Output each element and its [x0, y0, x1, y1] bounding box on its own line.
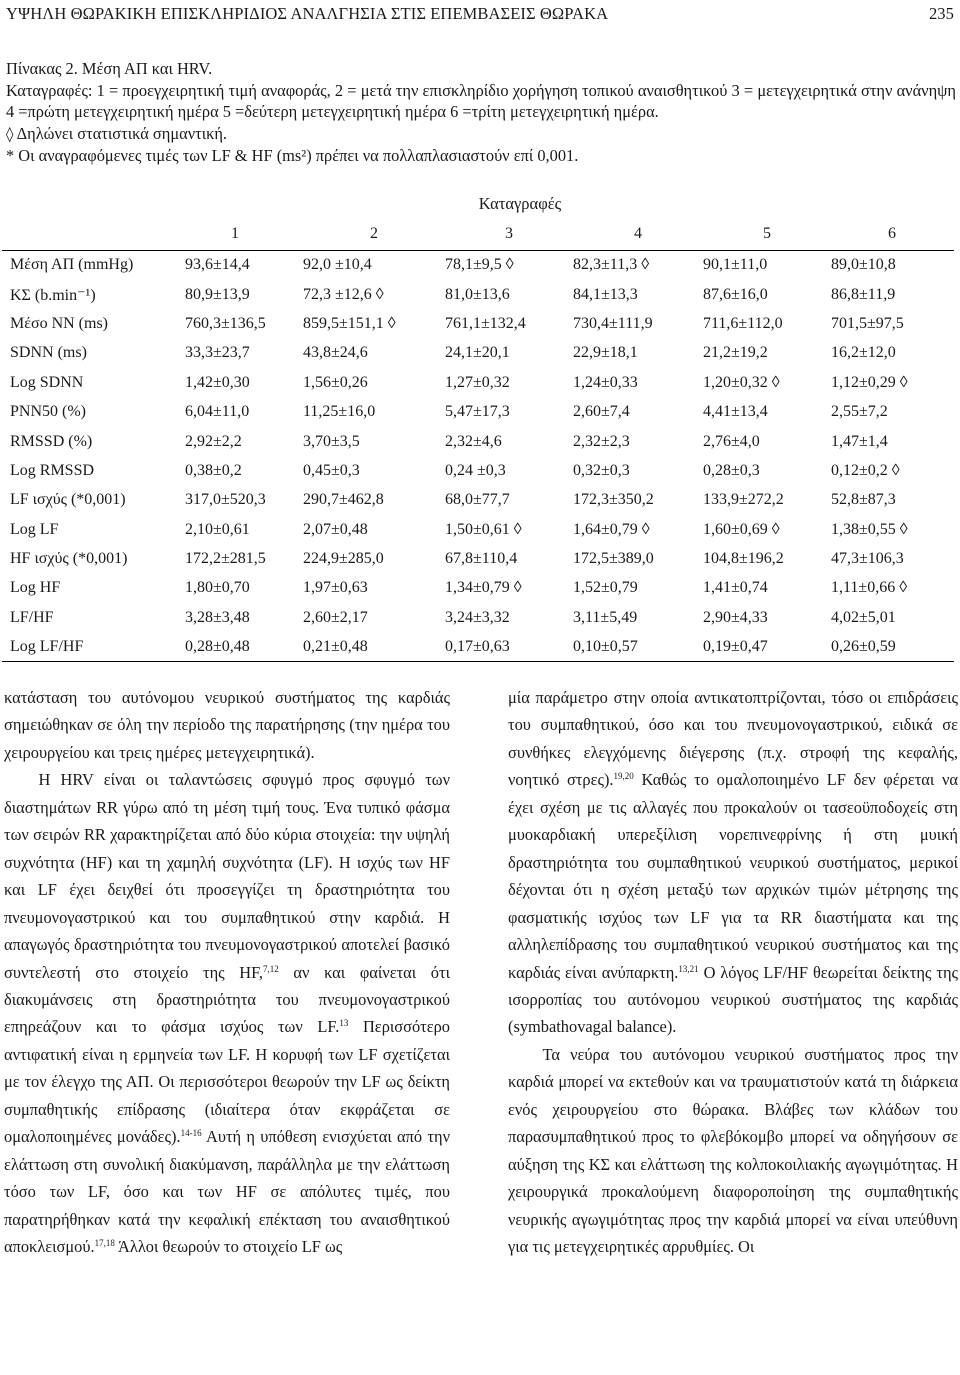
table-cell: 224,9±285,0 [303, 550, 384, 568]
table-cell: 0,32±0,3 [573, 461, 630, 479]
table-cell: 84,1±13,3 [573, 285, 638, 303]
row-label: Log LF [10, 520, 59, 538]
table-cell: 2,32±2,3 [573, 432, 630, 450]
significance-note-text: Δηλώνει στατιστικά σημαντική. [16, 123, 228, 143]
table-cell: 24,1±20,1 [445, 344, 510, 362]
table-cell: 1,42±0,30 [185, 373, 250, 391]
table-cell: 0,17±0,63 [445, 638, 510, 656]
table-row [2, 633, 954, 662]
table-cell: 1,38±0,55 ◊ [831, 520, 908, 538]
table-cell: 0,45±0,3 [303, 461, 360, 479]
table-row [2, 544, 954, 573]
text-run: Αυτή η υπόθεση ενισχύεται από την ελάττωση στη συνολική διακύμανση, παράλληλα με την ελάττωση τόσο των LF, όσο και των HF σε απόλυτες τιμές, που παρατηρήθηκαν κατά την κεφαλική επέκταση του αναισθητικού αποκλεισμού. [4, 1127, 450, 1257]
running-header [6, 4, 954, 26]
table-row [2, 251, 954, 280]
table-caption [6, 58, 956, 167]
table-cell: 68,0±77,7 [445, 491, 510, 509]
table-cell: 172,3±350,2 [573, 491, 654, 509]
table-cell: 3,28±3,48 [185, 608, 250, 626]
table-cell: 3,70±3,5 [303, 432, 360, 450]
row-label: Log HF [10, 579, 61, 597]
table-row [2, 486, 954, 515]
table-cell: 1,20±0,32 ◊ [703, 373, 780, 391]
table-cell: 4,02±5,01 [831, 608, 896, 626]
table-cell: 1,56±0,26 [303, 373, 368, 391]
table-cell: 290,7±462,8 [303, 491, 384, 509]
text-run: μία παράμετρο στην οποία αντικατοπτρίζονται, τόσο οι επιδράσεις του συμπαθητικού, όσο και του πνευμονογαστρικού, ειδικά σε συνθήκες ελεγχόμενης διέγερσης (π.χ. στροφή της κεφαλής, νοητικό στρες). [508, 688, 958, 790]
table-row [2, 397, 954, 426]
table-cell: 52,8±87,3 [831, 491, 896, 509]
table-cell: 2,10±0,61 [185, 520, 250, 538]
citation-ref: 13 [339, 1018, 349, 1029]
table-cell: 1,64±0,79 ◊ [573, 520, 650, 538]
table-cell: 761,1±132,4 [445, 314, 526, 332]
row-label: Log RMSSD [10, 461, 95, 479]
row-label: HF ισχύς (*0,001) [10, 550, 128, 568]
table-cell: 93,6±14,4 [185, 256, 250, 274]
citation-ref: 19,20 [613, 771, 634, 782]
table-cell: 5,47±17,3 [445, 403, 510, 421]
paragraph [4, 766, 450, 1260]
row-label: SDNN (ms) [10, 344, 87, 362]
table-cell: 0,21±0,48 [303, 638, 368, 656]
table-cell: 86,8±11,9 [831, 285, 896, 303]
table-cell: 2,92±2,2 [185, 432, 242, 450]
table-cell: 0,24 ±0,3 [445, 461, 506, 479]
table-cell: 2,76±4,0 [703, 432, 760, 450]
table-cell: 80,9±13,9 [185, 285, 250, 303]
text-run: αν και φαίνεται ότι διακυμάνσεις στη δραστηριότητα του πνευμονογαστρικού επηρεάζουν και το φάσμα ισχύος των LF. [4, 962, 450, 1037]
table-cell: 2,32±4,6 [445, 432, 502, 450]
row-label: LF/HF [10, 608, 54, 626]
data-table [2, 218, 954, 662]
table-cell: 0,10±0,57 [573, 638, 638, 656]
table-cell: 1,27±0,32 [445, 373, 510, 391]
table-row [2, 574, 954, 603]
diamond-icon: ◊ [6, 124, 14, 143]
table-cell: 47,3±106,3 [831, 550, 904, 568]
table-cell: 89,0±10,8 [831, 256, 896, 274]
table-cell: 11,25±16,0 [303, 403, 376, 421]
table-cell: 43,8±24,6 [303, 344, 368, 362]
table-cell: 1,34±0,79 ◊ [445, 579, 522, 597]
citation-ref: 17,18 [94, 1238, 115, 1249]
table-cell: 0,26±0,59 [831, 638, 896, 656]
table-cell: 1,80±0,70 [185, 579, 250, 597]
table-cell: 2,07±0,48 [303, 520, 368, 538]
table-cell: 3,11±5,49 [573, 608, 638, 626]
row-label: Log SDNN [10, 373, 84, 391]
paragraph: κατάσταση του αυτόνομου νευρικού συστήματος της καρδιάς σημειώθηκαν σε όλη την περίοδο της παρατήρησης (την ημέρα του χειρουργείου και τρεις ημέρες μετεγχειρητικά). [4, 688, 450, 762]
row-label: Μέσο NN (ms) [10, 314, 109, 332]
table-cell: 1,52±0,79 [573, 579, 638, 597]
table-cell: 6,04±11,0 [185, 403, 250, 421]
body-column-right [508, 684, 958, 1261]
text-run: Ο λόγος LF/HF θεωρείται δείκτης της ισορροπίας του αυτόνομου νευρικού συστήματος της καρδιάς (symbathovagal balance). [508, 962, 959, 1037]
table-legend: Καταγραφές: 1 = προεγχειρητική τιμή αναφοράς, 2 = μετά την επισκληρίδιο χορήγηση τοπικού αναισθητικού 3 = μετεγχειρητικά στην ανάνηψη 4 =πρώτη μετεγχειρητική ημέρα 5 =δεύτερη μετεγχειρητική ημέρα 6 =τρίτη μετεγχειρητική ημέρα. [6, 80, 956, 121]
text-run: Περισσότερο αντιφατική είναι η ερμηνεία των LF. Η κορυφή των LF σχετίζεται με τον έλεγχο της ΑΠ. Οι περισσότεροι θεωρούν την LF ως δείκτη συμπαθητικής επίδρασης (ιδιαίτερα όταν εκφράζεται σε ομαλοποιημένες μονάδες). [4, 1017, 450, 1147]
table-cell: 1,50±0,61 ◊ [445, 520, 522, 538]
table-row [2, 368, 954, 397]
row-label: LF ισχύς (*0,001) [10, 491, 126, 509]
hrv-table [0, 192, 960, 662]
table-body [2, 251, 954, 662]
table-row [2, 280, 954, 309]
table-cell: 92,0 ±10,4 [303, 256, 372, 274]
citation-ref: 14-16 [180, 1128, 202, 1139]
table-cell: 1,41±0,74 [703, 579, 768, 597]
table-header-cell: 4 [634, 225, 642, 242]
table-title: Πίνακας 2. Μέση ΑΠ και HRV. [6, 59, 213, 78]
table-cell: 78,1±9,5 ◊ [445, 256, 514, 274]
table-row [2, 515, 954, 544]
table-cell: 1,60±0,69 ◊ [703, 520, 780, 538]
text-run: Η HRV είναι οι ταλαντώσεις σφυγμό προς σφυγμό των διαστημάτων RR γύρω από τη μέση τιμή τους. Ένα τυπικό φάσμα των σειρών RR χαρακτηρίζεται από δύο κύρια στοιχεία: την υψηλή συχνότητα (HF) και τη χαμηλή συχνότητα (LF). Η ισχύς των HF και LF έχει δειχθεί ότι προσεγγίζει τη δραστηριότητα του πνευμονογαστρικού και του συμπαθητικού στην καρδιά. Η απαγωγός δραστηριότητα του πνευμονογαστρικού αποτελεί βασικό συντελεστή στο στοιχείο της HF, [4, 770, 450, 982]
table-cell: 21,2±19,2 [703, 344, 768, 362]
table-row [2, 456, 954, 485]
table-header-cell: 3 [505, 225, 513, 242]
row-label: Log LF/HF [10, 638, 84, 656]
row-label: ΚΣ (b.min⁻¹) [10, 286, 96, 304]
table-cell: 22,9±18,1 [573, 344, 638, 362]
table-cell: 16,2±12,0 [831, 344, 896, 362]
table-cell: 2,60±2,17 [303, 608, 368, 626]
table-cell: 760,3±136,5 [185, 314, 266, 332]
table-cell: 4,41±13,4 [703, 403, 768, 421]
table-cell: 711,6±112,0 [703, 314, 783, 332]
table-row [2, 309, 954, 338]
table-cell: 0,19±0,47 [703, 638, 768, 656]
table-row [2, 603, 954, 632]
citation-ref: 13,21 [678, 963, 699, 974]
running-title: ΥΨΗΛΗ ΘΩΡΑΚΙΚΗ ΕΠΙΣΚΛΗΡΙΔΙΟΣ ΑΝΑΛΓΗΣΙΑ ΣΤΙΣ ΕΠΕΜΒΑΣΕΙΣ ΘΩΡΑΚΑ [6, 4, 609, 23]
table-cell: 133,9±272,2 [703, 491, 784, 509]
table-cell: 90,1±11,0 [703, 256, 768, 274]
table-cell: 172,2±281,5 [185, 550, 266, 568]
table-cell: 2,55±7,2 [831, 403, 888, 421]
paragraph: Τα νεύρα του αυτόνομου νευρικού συστήματος προς την καρδιά μπορεί να εκτεθούν και να τραυματιστούν κατά τη διάρκεια ενός χειρουργείου στο θώρακα. Βλάβες των κλάδων του παρασυμπαθητικού προς το φλεβόκομβο μπορεί να οδηγήσουν σε αύξηση της ΚΣ και ελάττωση της κολποκοιλιακής αγωγιμότητας. Η χειρουργικά προκαλούμενη διαφοροποίηση της συμπαθητικής νευρικής αγωγιμότητας προς την καρδιά μπορεί να είναι υπεύθυνη για τις μετεγχειρητικές αρρυθμίες. Οι [508, 1044, 958, 1257]
table-cell: 859,5±151,1 ◊ [303, 314, 396, 332]
text-run: Καθώς το ομαλοποιημένο LF δεν φέρεται να έχει σχέση με τις αλλαγές που προκαλούν οι τασεοϋποδοχείς στη μυοκαρδιακή υπερεξίλιση νορεπινεφρίνης ή στη μυική δραστηριότητα του συμπαθητικού νευρικού συστήματος, μερικοί δέχονται ότι η σχέση μεταξύ των αρχικών τιμών μέτρησης της φασματικής ισχύος των LF για τα RR διαστήματα και της αλληλεπίδρασης του συμπαθητικού νευρικού συστήματος και της καρδιάς είναι ανύπαρκτη. [508, 770, 958, 982]
text-run: Άλλοι θεωρούν το στοιχείο LF ως [114, 1237, 343, 1257]
table-cell: 3,24±3,32 [445, 608, 510, 626]
row-label: PNN50 (%) [10, 403, 86, 421]
row-label: RMSSD (%) [10, 432, 93, 450]
table-cell: 1,12±0,29 ◊ [831, 373, 908, 391]
table-cell: 2,90±4,33 [703, 608, 768, 626]
table-cell: 317,0±520,3 [185, 491, 266, 509]
table-cell: 1,24±0,33 [573, 373, 638, 391]
page-number: 235 [928, 4, 954, 23]
table-cell: 0,28±0,48 [185, 638, 250, 656]
table-cell: 33,3±23,7 [185, 344, 250, 362]
table-header-cell: 6 [888, 225, 896, 242]
table-cell: 701,5±97,5 [831, 314, 904, 332]
table-header-cell: 5 [763, 225, 771, 242]
table-group-header: Καταγραφές [478, 194, 562, 213]
table-cell: 730,4±111,9 [573, 314, 653, 332]
table-cell: 104,8±196,2 [703, 550, 784, 568]
table-header-row [2, 218, 954, 251]
table-cell: 72,3 ±12,6 ◊ [303, 285, 384, 303]
table-row [2, 427, 954, 456]
table-header-cell: 2 [370, 225, 378, 242]
table-header-cell: 1 [231, 225, 239, 242]
paragraph [508, 684, 958, 1041]
table-cell: 87,6±16,0 [703, 285, 768, 303]
body-column-left [4, 684, 450, 1261]
table-cell: 0,12±0,2 ◊ [831, 461, 900, 479]
significance-note [6, 123, 956, 146]
table-row [2, 339, 954, 368]
table-cell: 1,11±0,66 ◊ [831, 579, 908, 597]
table-cell: 67,8±110,4 [445, 550, 518, 568]
table-cell: 1,97±0,63 [303, 579, 368, 597]
citation-ref: 7,12 [263, 963, 279, 974]
row-label: Μέση ΑΠ (mmHg) [10, 256, 134, 274]
table-cell: 0,28±0,3 [703, 461, 760, 479]
table-cell: 1,47±1,4 [831, 432, 888, 450]
table-cell: 81,0±13,6 [445, 285, 510, 303]
multiplier-note: * Οι αναγραφόμενες τιμές των LF & HF (ms²) πρέπει να πολλαπλασιαστούν επί 0,001. [6, 146, 579, 165]
table-cell: 172,5±389,0 [573, 550, 654, 568]
table-cell: 82,3±11,3 ◊ [573, 256, 650, 274]
table-cell: 0,38±0,2 [185, 461, 242, 479]
table-cell: 2,60±7,4 [573, 403, 630, 421]
table-header-corner [2, 218, 185, 251]
